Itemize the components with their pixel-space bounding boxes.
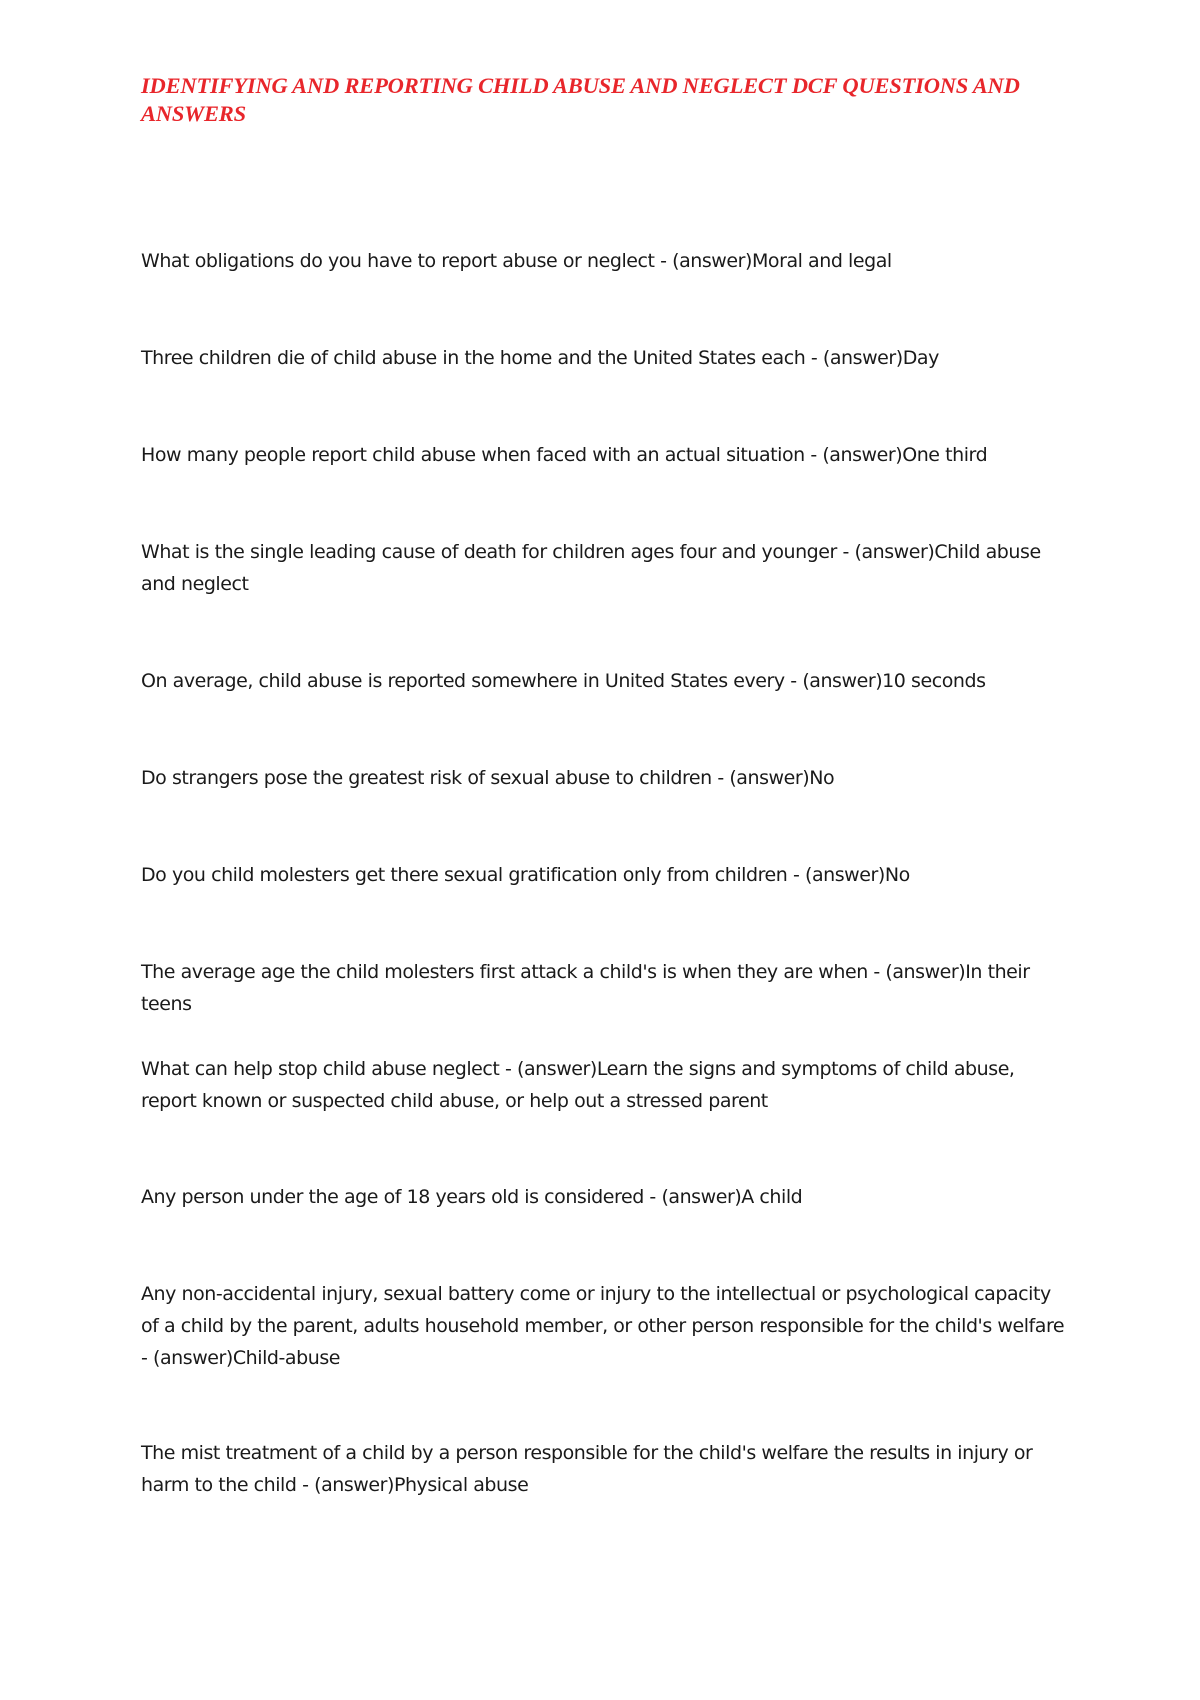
qa-separator: - (784, 670, 803, 692)
answer-text: (answer)One third (822, 444, 988, 466)
qa-item (141, 665, 1071, 697)
question-text: Three children die of child abuse in the home and the United States each (141, 347, 806, 369)
question-text: What is the single leading cause of death for children ages four and younger (141, 541, 837, 563)
qa-separator: - (867, 961, 886, 983)
qa-item (141, 1437, 1071, 1501)
answer-text: (answer)No (804, 864, 910, 886)
qa-separator: - (804, 444, 823, 466)
qa-separator: - (296, 1474, 315, 1496)
answer-text: (answer)A child (661, 1186, 803, 1208)
question-text: On average, child abuse is reported somewhere in United States every (141, 670, 785, 692)
answer-text: (answer)Physical abuse (314, 1474, 529, 1496)
question-text: Any non-accidental injury, sexual battery come or injury to the intellectual or psychological capacity of a child by the parent, adults household member, or other person responsible for the child's welfare (141, 1283, 1065, 1337)
answer-text: (answer)Moral and legal (672, 250, 892, 272)
answer-text: (answer)No (729, 767, 835, 789)
answer-text: (answer)Learn the signs and symptoms of child abuse, report known or suspected child abuse, or help out a stressed parent (141, 1058, 1015, 1112)
question-text: The average age the child molesters first attack a child's is when they are when (141, 961, 868, 983)
qa-separator: - (805, 347, 823, 369)
answer-text: (answer)Day (822, 347, 939, 369)
qa-separator: - (499, 1058, 517, 1080)
answer-text: (answer)Child-abuse (153, 1347, 341, 1369)
answer-text: (answer)10 seconds (802, 670, 986, 692)
question-text: Do you child molesters get there sexual gratification only from children (141, 864, 788, 886)
question-text: The mist treatment of a child by a person responsible for the child's welfare the results in injury or harm to the child (141, 1442, 1033, 1496)
question-text: What can help stop child abuse neglect (141, 1058, 500, 1080)
qa-item (141, 762, 1071, 794)
question-text: What obligations do you have to report abuse or neglect (141, 250, 655, 272)
qa-separator: - (654, 250, 673, 272)
qa-item (141, 1278, 1071, 1374)
answer-text: (answer)Child abuse and neglect (141, 541, 1041, 595)
qa-separator: - (836, 541, 855, 563)
question-text: Do strangers pose the greatest risk of sexual abuse to children (141, 767, 712, 789)
qa-item (141, 342, 1071, 374)
question-text: Any person under the age of 18 years old is considered (141, 1186, 644, 1208)
qa-item (141, 1053, 1071, 1117)
qa-item (141, 956, 1071, 1020)
document-title: IDENTIFYING AND REPORTING CHILD ABUSE AND NEGLECT DCF QUESTIONS AND ANSWERS (141, 73, 1020, 126)
qa-separator: - (643, 1186, 662, 1208)
qa-item (141, 536, 1071, 600)
qa-item (141, 245, 1071, 277)
qa-separator: - (141, 1347, 153, 1369)
qa-separator: - (787, 864, 805, 886)
qa-item (141, 1181, 1071, 1213)
question-text: How many people report child abuse when faced with an actual situation (141, 444, 805, 466)
qa-separator: - (711, 767, 730, 789)
qa-item (141, 439, 1071, 471)
qa-item (141, 859, 1071, 891)
answer-text: (answer)In their teens (141, 961, 1030, 1015)
